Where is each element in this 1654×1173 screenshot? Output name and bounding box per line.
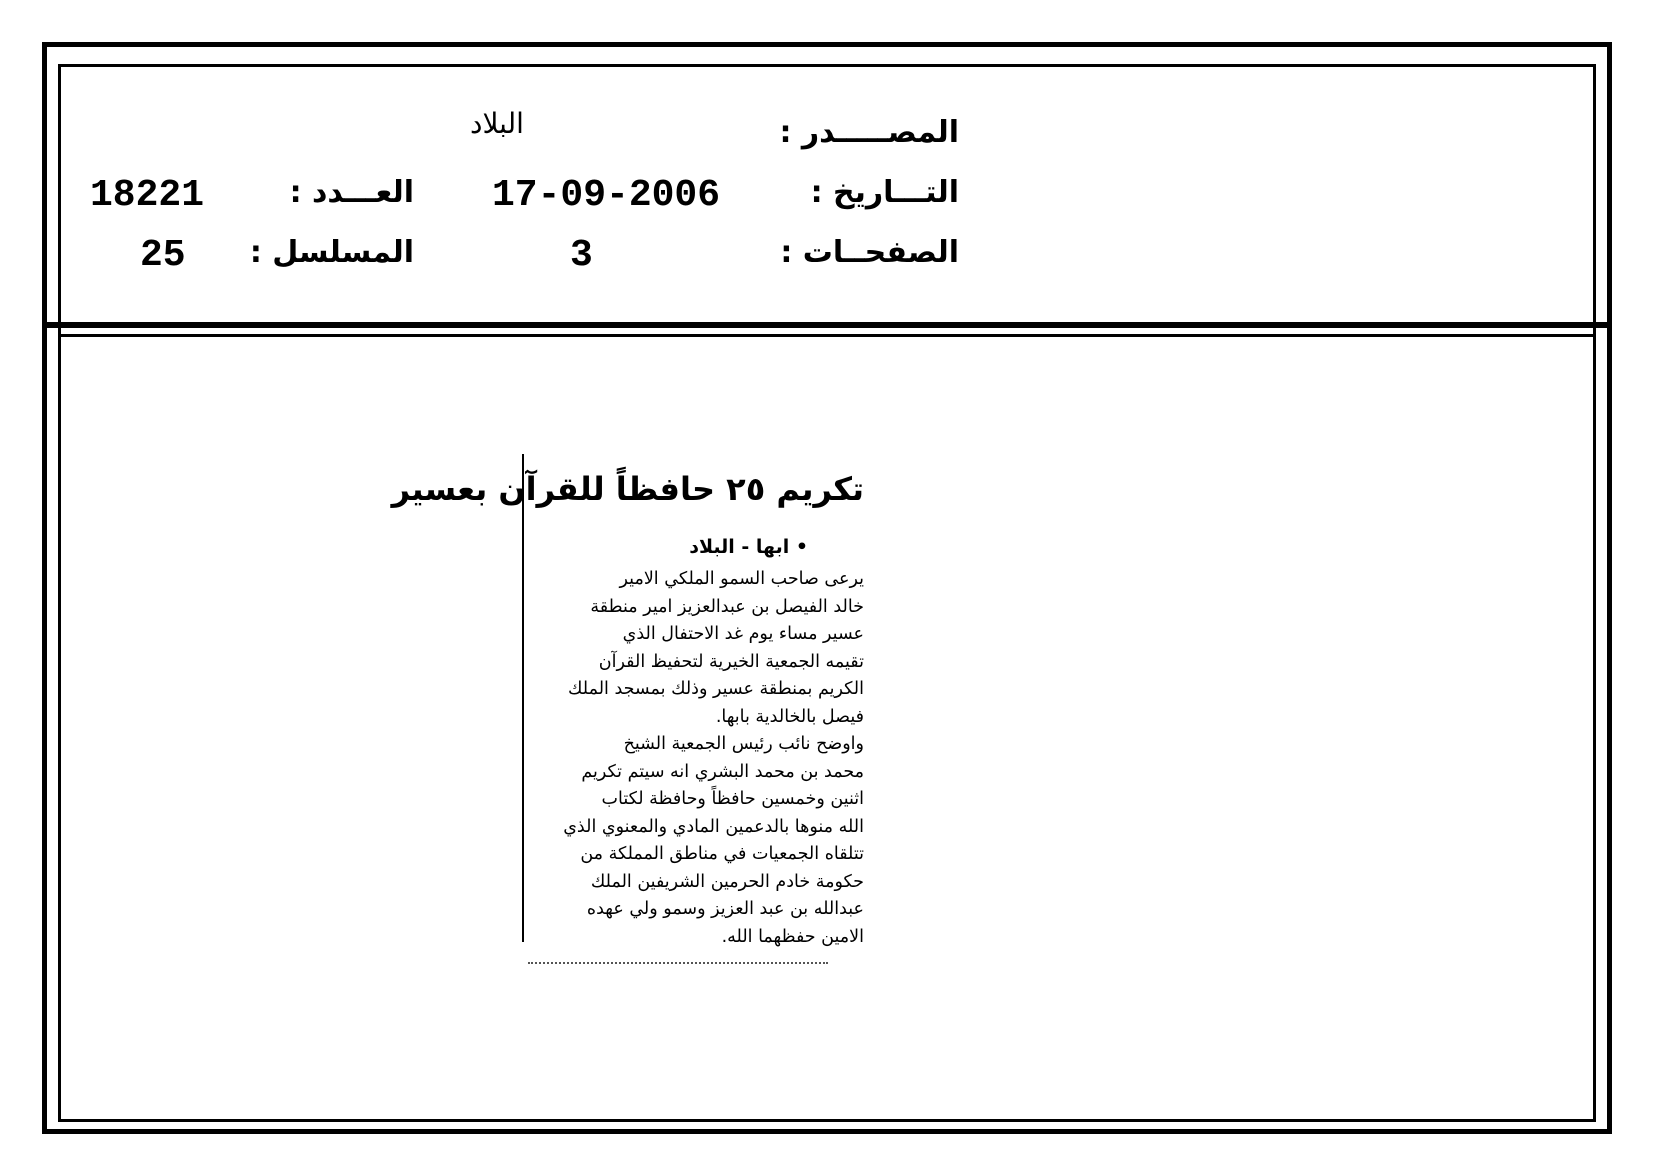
article-line: حكومة خادم الحرمين الشريفين الملك bbox=[590, 871, 864, 892]
article-byline: • ابها - البلاد bbox=[689, 536, 808, 558]
article-line: يرعى صاحب السمو الملكي الامير bbox=[619, 569, 864, 589]
article-line: واوضح نائب رئيس الجمعية الشيخ bbox=[623, 734, 864, 754]
issue-label: العـــدد : bbox=[289, 175, 414, 210]
article-headline: تكريم ٢٥ حافظاً للقرآن بعسير bbox=[391, 470, 864, 508]
clipping-column-rule bbox=[522, 454, 524, 942]
article-line: الكريم بمنطقة عسير وذلك بمسجد الملك bbox=[568, 679, 864, 699]
issue-value: 18221 bbox=[90, 174, 205, 217]
serial-label: المسلسل : bbox=[249, 235, 414, 270]
pages-label: الصفحــات : bbox=[780, 235, 959, 270]
source-value: البلاد bbox=[470, 107, 524, 140]
serial-value: 25 bbox=[140, 234, 186, 277]
article-line: محمد بن محمد البشري انه سيتم تكريم bbox=[581, 761, 864, 782]
header-divider-thick bbox=[42, 322, 1612, 328]
pages-value: 3 bbox=[570, 234, 593, 277]
article-line: فيصل بالخالدية بابها. bbox=[715, 706, 864, 727]
date-label: التـــاريخ : bbox=[810, 175, 959, 210]
article-line: خالد الفيصل بن عبدالعزيز امير منطقة bbox=[590, 596, 864, 617]
article-line: تتلقاه الجمعيات في مناطق المملكة من bbox=[580, 844, 864, 864]
article-body bbox=[548, 566, 864, 951]
source-label: المصـــــدر : bbox=[779, 115, 959, 150]
article-line: اثنين وخمسين حافظاً وحافظة لكتاب bbox=[601, 789, 864, 809]
article-line: الله منوها بالدعمين المادي والمعنوي الذي bbox=[563, 816, 864, 837]
header-divider-thin bbox=[58, 334, 1596, 337]
article-line: تقيمه الجمعية الخيرية لتحفيظ القرآن bbox=[598, 651, 864, 672]
article-line: عسير مساء يوم غد الاحتفال الذي bbox=[622, 624, 864, 644]
article-line: الامين حفظهما الله. bbox=[721, 926, 864, 947]
clipping-bottom-rule bbox=[528, 962, 828, 964]
date-value: 17-09-2006 bbox=[492, 174, 721, 217]
newspaper-clipping bbox=[391, 452, 870, 952]
article-line: عبدالله بن عبد العزيز وسمو ولي عهده bbox=[586, 899, 864, 919]
